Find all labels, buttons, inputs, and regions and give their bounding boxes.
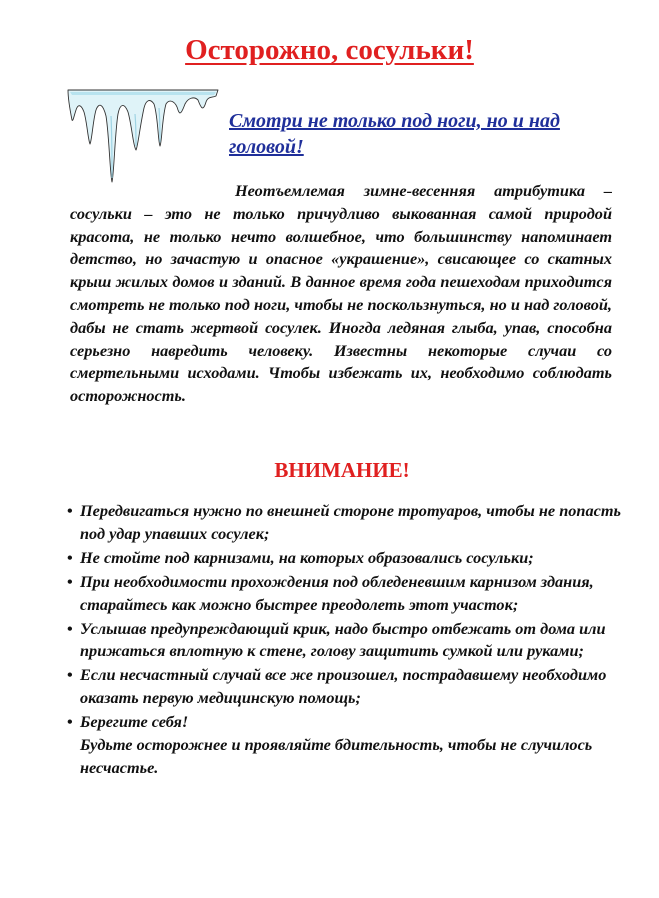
rule-text: Услышав предупреждающий крик, надо быстро отбежать от дома или прижаться вплотную к стене, голову защитить сумкой или руками;	[80, 618, 606, 661]
attention-heading: ВНИМАНИЕ!	[274, 458, 410, 482]
list-item	[66, 664, 626, 710]
intro-paragraph: Неотъемлемая зимне-весенняя атрибутика – сосульки – это не только причудливо выкованная самой природой красота, не только нечто волшебное, что большинству напоминает детство, но зачастую и опасное «украшение», свисающее со скатных крыш жилых домов и зданий. В данное время года пешеходам приходится смотреть не только под ноги, чтобы не поскользнуться, но и над головой, дабы не стать жертвой сосулек. Иногда ледяная глыба, упав, способна серьезно навредить человеку. Известны некоторые случаи со смертельными исходами. Чтобы избежать их, необходимо соблюдать осторожность.	[70, 181, 612, 406]
list-item	[66, 711, 626, 779]
bullet-icon: •	[67, 501, 73, 520]
page-title: Осторожно, сосульки!	[185, 34, 474, 66]
list-item	[66, 500, 626, 546]
rule-text: Если несчастный случай все же произошел, пострадавшему необходимо оказать первую медицинскую помощь;	[80, 665, 607, 708]
bullet-icon: •	[67, 547, 73, 567]
list-item	[66, 547, 626, 570]
bullet-icon: •	[67, 665, 73, 685]
subtitle: Смотри не только под ноги, но и над головой!	[229, 110, 560, 158]
bullet-icon: •	[67, 618, 73, 638]
closing-text: Будьте осторожнее и проявляйте бдительность, чтобы не случилось несчастье.	[80, 734, 593, 777]
list-item	[66, 571, 626, 617]
bullet-icon: •	[67, 712, 73, 732]
rule-text: При необходимости прохождения под обледеневшим карнизом здания, старайтесь как можно быстрее преодолеть этот участок;	[80, 571, 594, 614]
safety-rules-list	[66, 500, 626, 781]
rule-text: Берегите себя!	[80, 712, 189, 732]
rule-text: Передвигаться нужно по внешней стороне тротуаров, чтобы не попасть под удар упавших сосулек;	[80, 501, 621, 543]
rule-text: Не стойте под карнизами, на которых образовались сосульки;	[80, 547, 534, 567]
list-item	[66, 618, 626, 664]
bullet-icon: •	[67, 571, 73, 591]
icicles-illustration	[66, 86, 220, 186]
